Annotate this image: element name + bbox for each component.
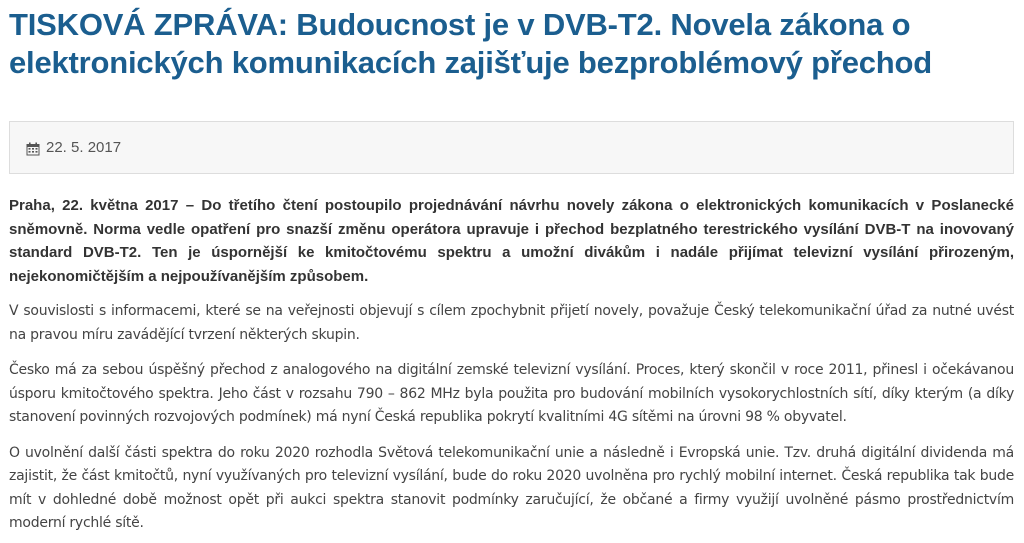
article-lead: Praha, 22. května 2017 – Do třetího čtení postoupilo projednávání návrhu novely zákona o elektronických komunikacích v Poslanecké sněmovně. Norma vedle opatření pro snazší změnu operátora upravuje i přechod bezplatného terestrického vysílání DVB-T na inovovaný standard DVB-T2. Ten je úspornější ke kmitočtovému spektru a umožní divákům i nadále přijímat televizní vysílání přirozeným, nejekonomičtějším a nejpoužívanějším způsobem. <box>9 197 1014 285</box>
article-paragraph: O uvolnění další části spektra do roku 2020 rozhodla Světová telekomunikační unie a následně i Evropská unie. Tzv. druhá digitální dividenda má zajistit, že část kmitočtů, nyní využívaných pro televizní vysílání, bude do roku 2020 uvolněna pro rychlý mobilní internet. Česká republika tak bude mít v dohledné době možnost opět při aukci spektra stanovit podmínky zaručující, že občané a firmy využijí uvolněné pásmo prostřednictvím moderní rychlé sítě. <box>9 444 1014 531</box>
article-date: 22. 5. 2017 <box>46 139 122 156</box>
article-meta <box>9 121 1014 174</box>
calendar-icon <box>26 142 40 156</box>
article-paragraph: V souvislosti s informacemi, které se na veřejnosti objevují s cílem zpochybnit přijetí novely, považuje Český telekomunikační úřad za nutné uvést na pravou míru zavádějící tvrzení některých skupin. <box>9 303 1014 343</box>
article-paragraph: Česko má za sebou úspěšný přechod z analogového na digitální zemské televizní vysílání. Proces, který skončil v roce 2011, přinesl i očekávanou úsporu kmitočtového spektra. Jeho část v rozsahu 790 – 862 MHz byla použita pro budování mobilních vysokorychlostních sítí, díky kterým (a díky stanovení povinných rozvojových podmínek) má nyní Česká republika pokrytí kvalitními 4G sítěmi na úrovni 98 % obyvatel. <box>9 362 1014 425</box>
article-title: TISKOVÁ ZPRÁVA: Budoucnost je v DVB-T2. Novela zákona o elektronických komunikacích zajišťuje bezproblémový přechod <box>9 7 933 80</box>
article-body <box>9 194 1014 536</box>
